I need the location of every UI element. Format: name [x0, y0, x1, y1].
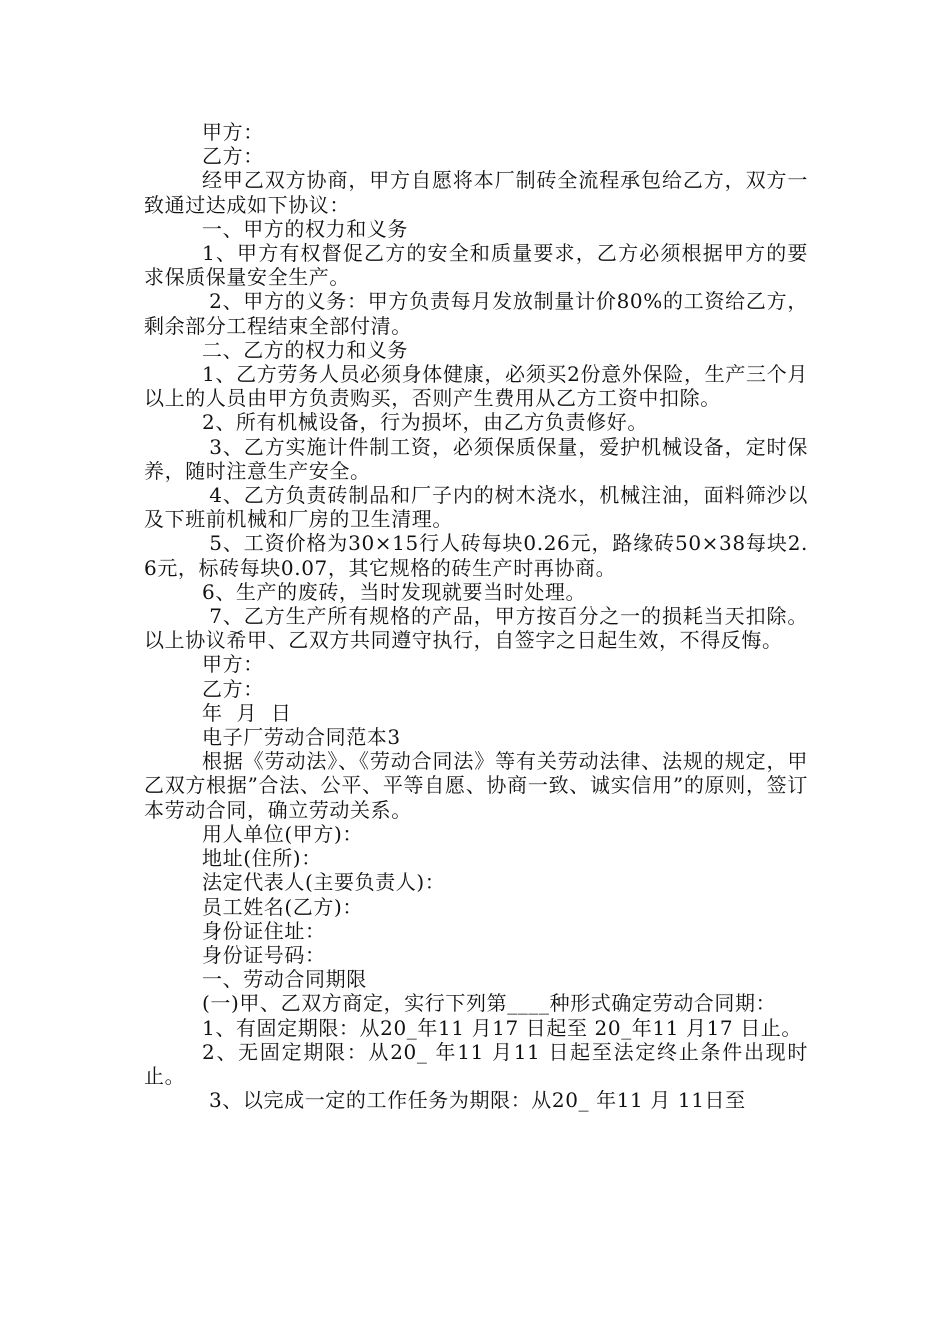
- document-title: 电子厂劳动合同范本3: [202, 725, 401, 750]
- form-field-legal-rep: 法定代表人(主要负责人)：: [202, 870, 446, 895]
- paragraph: 3、以完成一定的工作任务为期限：从20_ 年11 月 11日至: [202, 1088, 746, 1113]
- paragraph: 6、生产的废砖，当时发现就要当时处理。: [202, 579, 587, 604]
- form-field-id-number: 身份证号码：: [202, 942, 326, 967]
- contract-body: [144, 120, 815, 1113]
- paragraph: 2、无固定期限：从20_ 年11 月11 日起至法定终止条件出现时止。: [144, 1039, 808, 1088]
- paragraph: 5、工资价格为30×15行人砖每块0.26元，路缘砖50×38每块2.6元，标砖每块0.07，其它规格的砖生产时再协商。: [144, 531, 808, 580]
- paragraph: 2、甲方的义务：甲方负责每月发放制量计价80%的工资给乙方，剩余部分工程结束全部付清。: [144, 289, 808, 338]
- paragraph: 乙方：: [202, 144, 264, 169]
- paragraph: 1、甲方有权督促乙方的安全和质量要求，乙方必须根据甲方的要求保质保量安全生产。: [144, 241, 808, 290]
- date-line: 年 月 日: [202, 700, 292, 725]
- paragraph: 3、乙方实施计件制工资，必须保质保量，爱护机械设备，定时保养，随时注意生产安全。: [144, 434, 808, 483]
- paragraph: 7、乙方生产所有规格的产品，甲方按百分之一的损耗当天扣除。 以上协议希甲、乙双方共同遵守执行，自签字之日起生效，不得反悔。: [144, 604, 815, 653]
- paragraph: 1、乙方劳务人员必须身体健康，必须买2份意外保险，生产三个月以上的人员由甲方负责购买，否则产生费用从乙方工资中扣除。: [144, 362, 808, 411]
- paragraph: 甲方：: [202, 120, 264, 144]
- section-heading: 一、劳动合同期限: [202, 967, 367, 992]
- paragraph: 根据《劳动法》、《劳动合同法》等有关劳动法律、法规的规定，甲乙双方根据”合法、公平、平等自愿、协商一致、诚实信用”的原则，签订本劳动合同，确立劳动关系。: [144, 749, 808, 822]
- paragraph: 1、有固定期限：从20_年11 月17 日起至 20_年11 月17 日止。: [202, 1015, 803, 1040]
- paragraph: 4、乙方负责砖制品和厂子内的树木浇水，机械注油，面料筛沙以及下班前机械和厂房的卫生清理。: [144, 483, 808, 532]
- paragraph: 2、所有机械设备，行为损坏，由乙方负责修好。: [202, 410, 648, 435]
- section-heading: 二、乙方的权力和义务: [202, 337, 408, 362]
- section-heading: 一、甲方的权力和义务: [202, 216, 408, 241]
- form-field-employee-name: 员工姓名(乙方)：: [202, 894, 364, 919]
- form-field-id-address: 身份证住址：: [202, 918, 326, 943]
- form-field-employer: 用人单位(甲方)：: [202, 821, 364, 846]
- signature-line: 甲方：: [202, 652, 264, 677]
- paragraph: 经甲乙双方协商，甲方自愿将本厂制砖全流程承包给乙方，双方一致通过达成如下协议：: [144, 168, 808, 217]
- signature-line: 乙方：: [202, 676, 264, 701]
- form-field-address: 地址(住所)：: [202, 846, 322, 871]
- paragraph: (一)甲、乙双方商定，实行下列第____种形式确定劳动合同期：: [202, 991, 777, 1016]
